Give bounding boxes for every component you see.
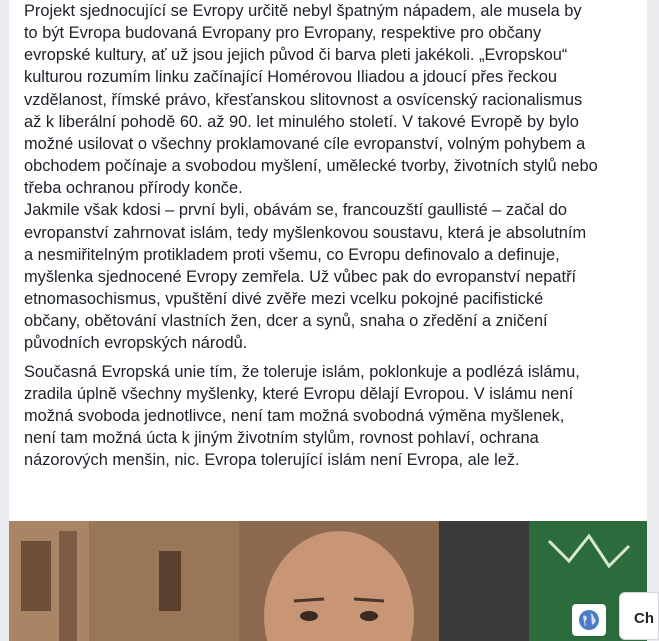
globe-button[interactable]	[572, 604, 606, 636]
post-text	[24, 0, 636, 471]
photo-scene	[9, 521, 647, 641]
chat-tab-label: Ch	[634, 610, 654, 627]
post-paragraph-1: Projekt sjednocující se Evropy určitě nebyl špatným nápadem, ale musela by to být Evropa budovaná Evropany pro Evropany, respektive pro občany evropské kultury, ať už jsou jejich původ či barva pleti jakékoli. „Evropskou“ kulturou rozumím linku začínající Homérovou Iliadou a jdoucí přes řeckou vzdělanost, římské právo, křesťanskou slitovnost a osvícenský racionalismus až k liberální pohodě 60. až 90. let minulého století. V takové Evropě by bylo možné usilovat o všechny proklamované cíle evropanství, volným pohybem a obchodem počínaje a svobodou myšlení, umělecké tvorby, životních stylů nebo třeba ochranou přírody konče.	[24, 2, 598, 198]
post-paragraph-2: Jakmile však kdosi – první byli, obávám se, francouzští gaullisté – začal do evropanství zahrnovat islám, tedy myšlenkovou soustavu, která je absolutním a nesmiřitelným protikladem proti všemu, co Evropu definovalo a definuje, myšlenka sjednocené Evropy zemřela. Už vůbec pak do evropanství nepatří etnomasochismus, vpuštění divé zvěře mezi vcelku pokojné pacifistické občany, obětování vlastních žen, dcer a synů, snaha o zředění a zničení původních evropských národů.	[24, 201, 587, 353]
post-paragraph-3: Současná Evropská unie tím, že toleruje islám, poklonkuje a podlézá islámu, zradila úplně všechny myšlenky, které Evropu dělají Evropou. V islámu není možná svoboda jednotlivce, není tam možná svobodná výměna myšlenek, není tam možná úcta k jiným životním stylům, rovnost pohlaví, ochrana názorových menšin, nic. Evropa tolerující islám není Evropa, ale lež.	[24, 362, 580, 470]
post-photo[interactable]	[9, 521, 647, 641]
chat-tab[interactable]	[619, 592, 659, 640]
post-card	[9, 0, 647, 641]
globe-icon	[578, 609, 600, 631]
